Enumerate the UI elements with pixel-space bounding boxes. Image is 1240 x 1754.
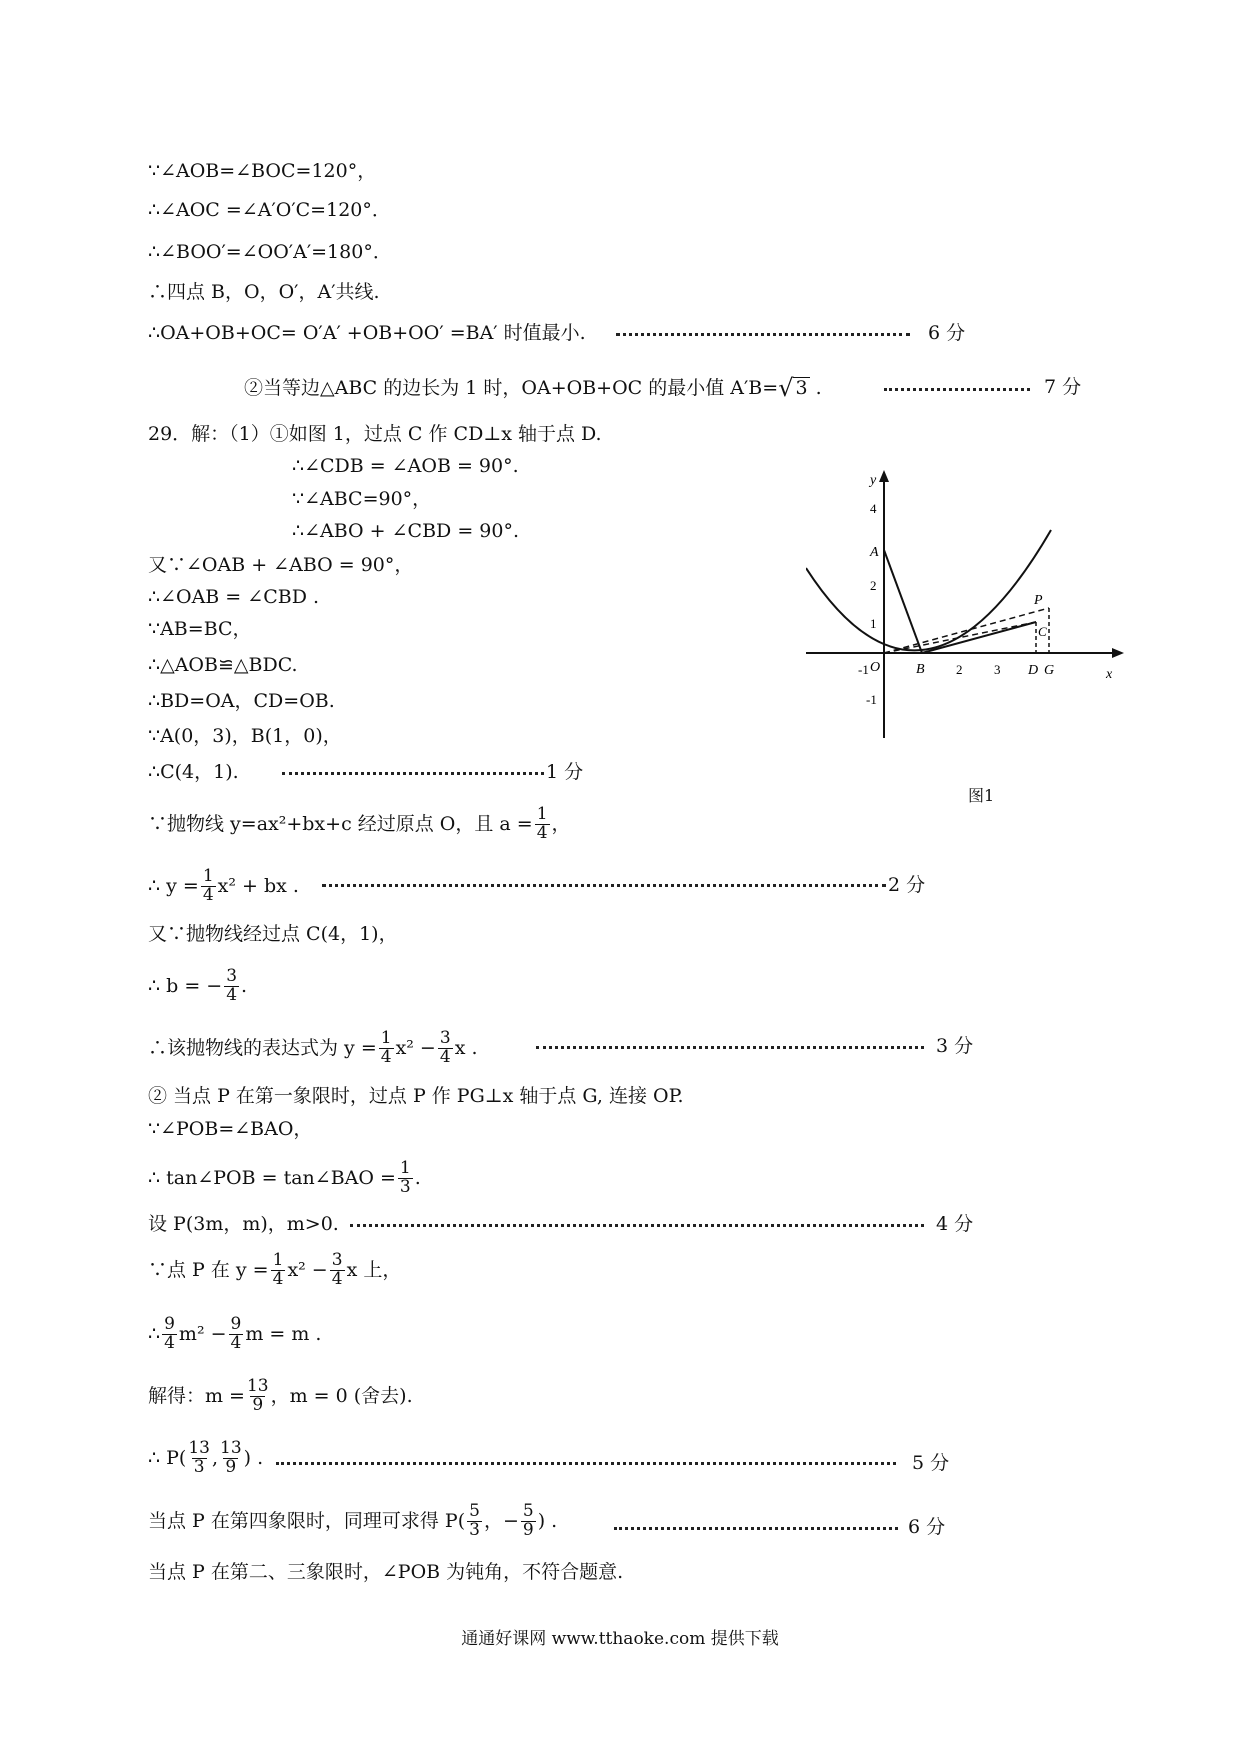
text-fragment: ∴ tan∠POB = tan∠BAO = [148,1166,396,1189]
fraction: $\frac{9}{4}$ [230,1314,242,1353]
y-tick-label: 2 [870,578,877,593]
x-axis-label: x [1106,667,1113,682]
dot-leader [350,1224,924,1227]
point-label-c: C [1038,624,1047,639]
text-fragment: ∴ b = − [148,974,223,997]
segment-ab [884,550,922,653]
text-line: 当点 P 在第二、三象限时，∠POB 为钝角，不符合题意. [148,1561,624,1583]
dot-leader [282,772,544,775]
point-label-o: O [870,660,881,675]
text-line: ∵AB=BC， [148,618,252,640]
dot-leader [276,1462,896,1465]
text-fragment: ，m = 0 (舍去). [270,1384,413,1407]
score-label: 5 分 [912,1452,950,1474]
text-line: ∴ P( $\frac{13}{3}$ , $\frac{13}{9}$ ) . [148,1438,264,1477]
fraction: $\frac{1}{4}$ [380,1028,392,1067]
text-line: ∴ $\frac{9}{4}$ m² − $\frac{9}{4}$ m = m . [148,1314,322,1353]
radicand: 3 [795,377,808,400]
y-axis-label: y [870,473,877,488]
y-tick-label: 1 [870,616,877,631]
text-line: ∴∠BOO′=∠OO′A′=180°． [148,241,392,263]
text-line: ∵A(0，3)，B(1，0)， [148,725,342,747]
x-tick-label: 3 [994,662,1001,677]
score-label: 4 分 [936,1213,974,1235]
fraction: $\frac{13}{9}$ [246,1376,269,1415]
fraction: $\frac{9}{4}$ [164,1314,175,1353]
text-fragment: ∵抛物线 y=ax²+bx+c 经过原点 O，且 a = [148,812,533,835]
fraction: $\frac{3}{4}$ [226,966,238,1005]
text-line: ∴∠ABO + ∠CBD = 90°. [292,520,519,542]
text-line: 当点 P 在第四象限时，同理可求得 P( $\frac{5}{3}$ ，− $\frac{5}{9}$ ) . [148,1501,558,1540]
figure-1 [806,468,1128,744]
text-line [148,868,299,905]
text-line: ∴C(4，1). [148,761,239,783]
text-line [148,1378,413,1415]
dot-leader [614,1527,898,1530]
fraction: $\frac{1}{3}$ [399,1158,411,1197]
text-line: 又∵∠OAB + ∠ABO = 90°， [148,554,414,576]
fraction: $\frac{1}{4}$ [202,866,214,905]
text-line: ②当等边△ABC 的边长为 1 时，OA+OB+OC 的最小值 A′B= √ 3 . [244,374,822,402]
fraction: $\frac{1}{4}$ [536,804,548,843]
sqrt-expression: √ 3 [778,374,808,402]
text-line: ∴△AOB≌△BDC. [148,654,298,676]
dot-leader [884,388,1030,391]
fraction: $\frac{3}{4}$ [331,1250,343,1289]
text-line: ∴ tan∠POB = tan∠BAO = $\frac{1}{3}$ . [148,1158,421,1197]
x-tick-label: -1 [858,662,869,677]
score-label: 1 分 [546,761,584,783]
fraction: $\frac{3}{4}$ [439,1028,451,1067]
point-label-g: G [1044,663,1055,678]
text-fragment: 解得：m = [148,1384,245,1407]
text-line: ∴ b = − $\frac{3}{4}$ . [148,966,248,1005]
y-tick-label: -1 [866,692,877,707]
figure-caption: 图1 [968,786,995,805]
text-line: ∵点 P 在 y = $\frac{1}{4}$ x² − $\frac{3}{4}$ x 上， [148,1250,402,1289]
score-label: 7 分 [1044,376,1082,398]
point-label-a: A [870,545,879,560]
score-label: 2 分 [888,874,926,896]
text-line: ∵∠ABC=90°， [292,488,432,510]
fraction: $\frac{5}{3}$ [469,1501,480,1540]
fraction: $\frac{13}{3}$ [188,1438,210,1477]
fraction: $\frac{5}{9}$ [522,1501,534,1540]
text-line: ∴∠OAB = ∠CBD . [148,586,319,608]
text-fragment: x 上， [346,1258,402,1281]
dot-leader [322,884,886,887]
text-line: ∴∠AOC =∠A′O′C=120°． [148,199,391,221]
text-line: 29．解：（1）①如图 1，过点 C 作 CD⊥x 轴于点 D. [148,423,602,445]
text-line: ∴BD=OA，CD=OB. [148,690,335,712]
page-footer: 通通好课网 www.tthaoke.com 提供下载 [461,1629,779,1649]
fraction: $\frac{13}{9}$ [220,1438,242,1477]
text-line: ∴∠CDB = ∠AOB = 90°. [292,455,519,477]
segment-bc [922,622,1036,653]
x-axis-arrow-icon [1112,648,1124,658]
text-fragment: 当点 P 在第四象限时，同理可求得 P( [148,1509,466,1532]
point-label-p: P [1034,593,1043,608]
text-fragment: ∵点 P 在 y = [148,1258,269,1281]
text-line: ∵∠AOB=∠BOC=120°， [148,160,377,182]
text-line: ∵抛物线 y=ax²+bx+c 经过原点 O，且 a = $\frac{1}{4}$ ， [148,804,571,843]
point-label-d: D [1028,663,1039,678]
text-line: ∴OA+OB+OC= O′A′ +OB+OO′ =BA′ 时值最小. [148,322,586,344]
text-fragment: x² + bx . [217,874,299,897]
fraction: $\frac{1}{4}$ [272,1250,284,1289]
y-axis-arrow-icon [879,470,889,482]
text-line: ∵∠POB=∠BAO， [148,1118,313,1140]
text-line: ∴该抛物线的表达式为 y = $\frac{1}{4}$ x² − $\frac{3}{4}$ x . [148,1028,478,1067]
text-line: 又∵抛物线经过点 C(4，1)， [148,923,398,945]
text-fragment: ∴该抛物线的表达式为 y = [148,1036,377,1059]
point-label-b: B [916,662,925,677]
score-label: 3 分 [936,1035,974,1057]
score-label: 6 分 [908,1516,946,1538]
dot-leader [616,333,910,336]
score-label: 6 分 [928,322,966,344]
parabola-curve [806,530,1051,650]
text-line: 设 P(3m，m)，m>0. [148,1213,339,1235]
y-tick-label: 4 [870,501,877,516]
text-line: ∴四点 B，O，O′，A′共线. [148,281,380,303]
text-fragment: ②当等边△ABC 的边长为 1 时，OA+OB+OC 的最小值 A′B= [244,376,779,399]
text-line: ② 当点 P 在第一象限时，过点 P 作 PG⊥x 轴于点 G, 连接 OP. [148,1085,684,1107]
x-tick-label: 2 [956,662,963,677]
text-fragment: ∴ y = [148,874,199,897]
dot-leader [536,1046,924,1049]
